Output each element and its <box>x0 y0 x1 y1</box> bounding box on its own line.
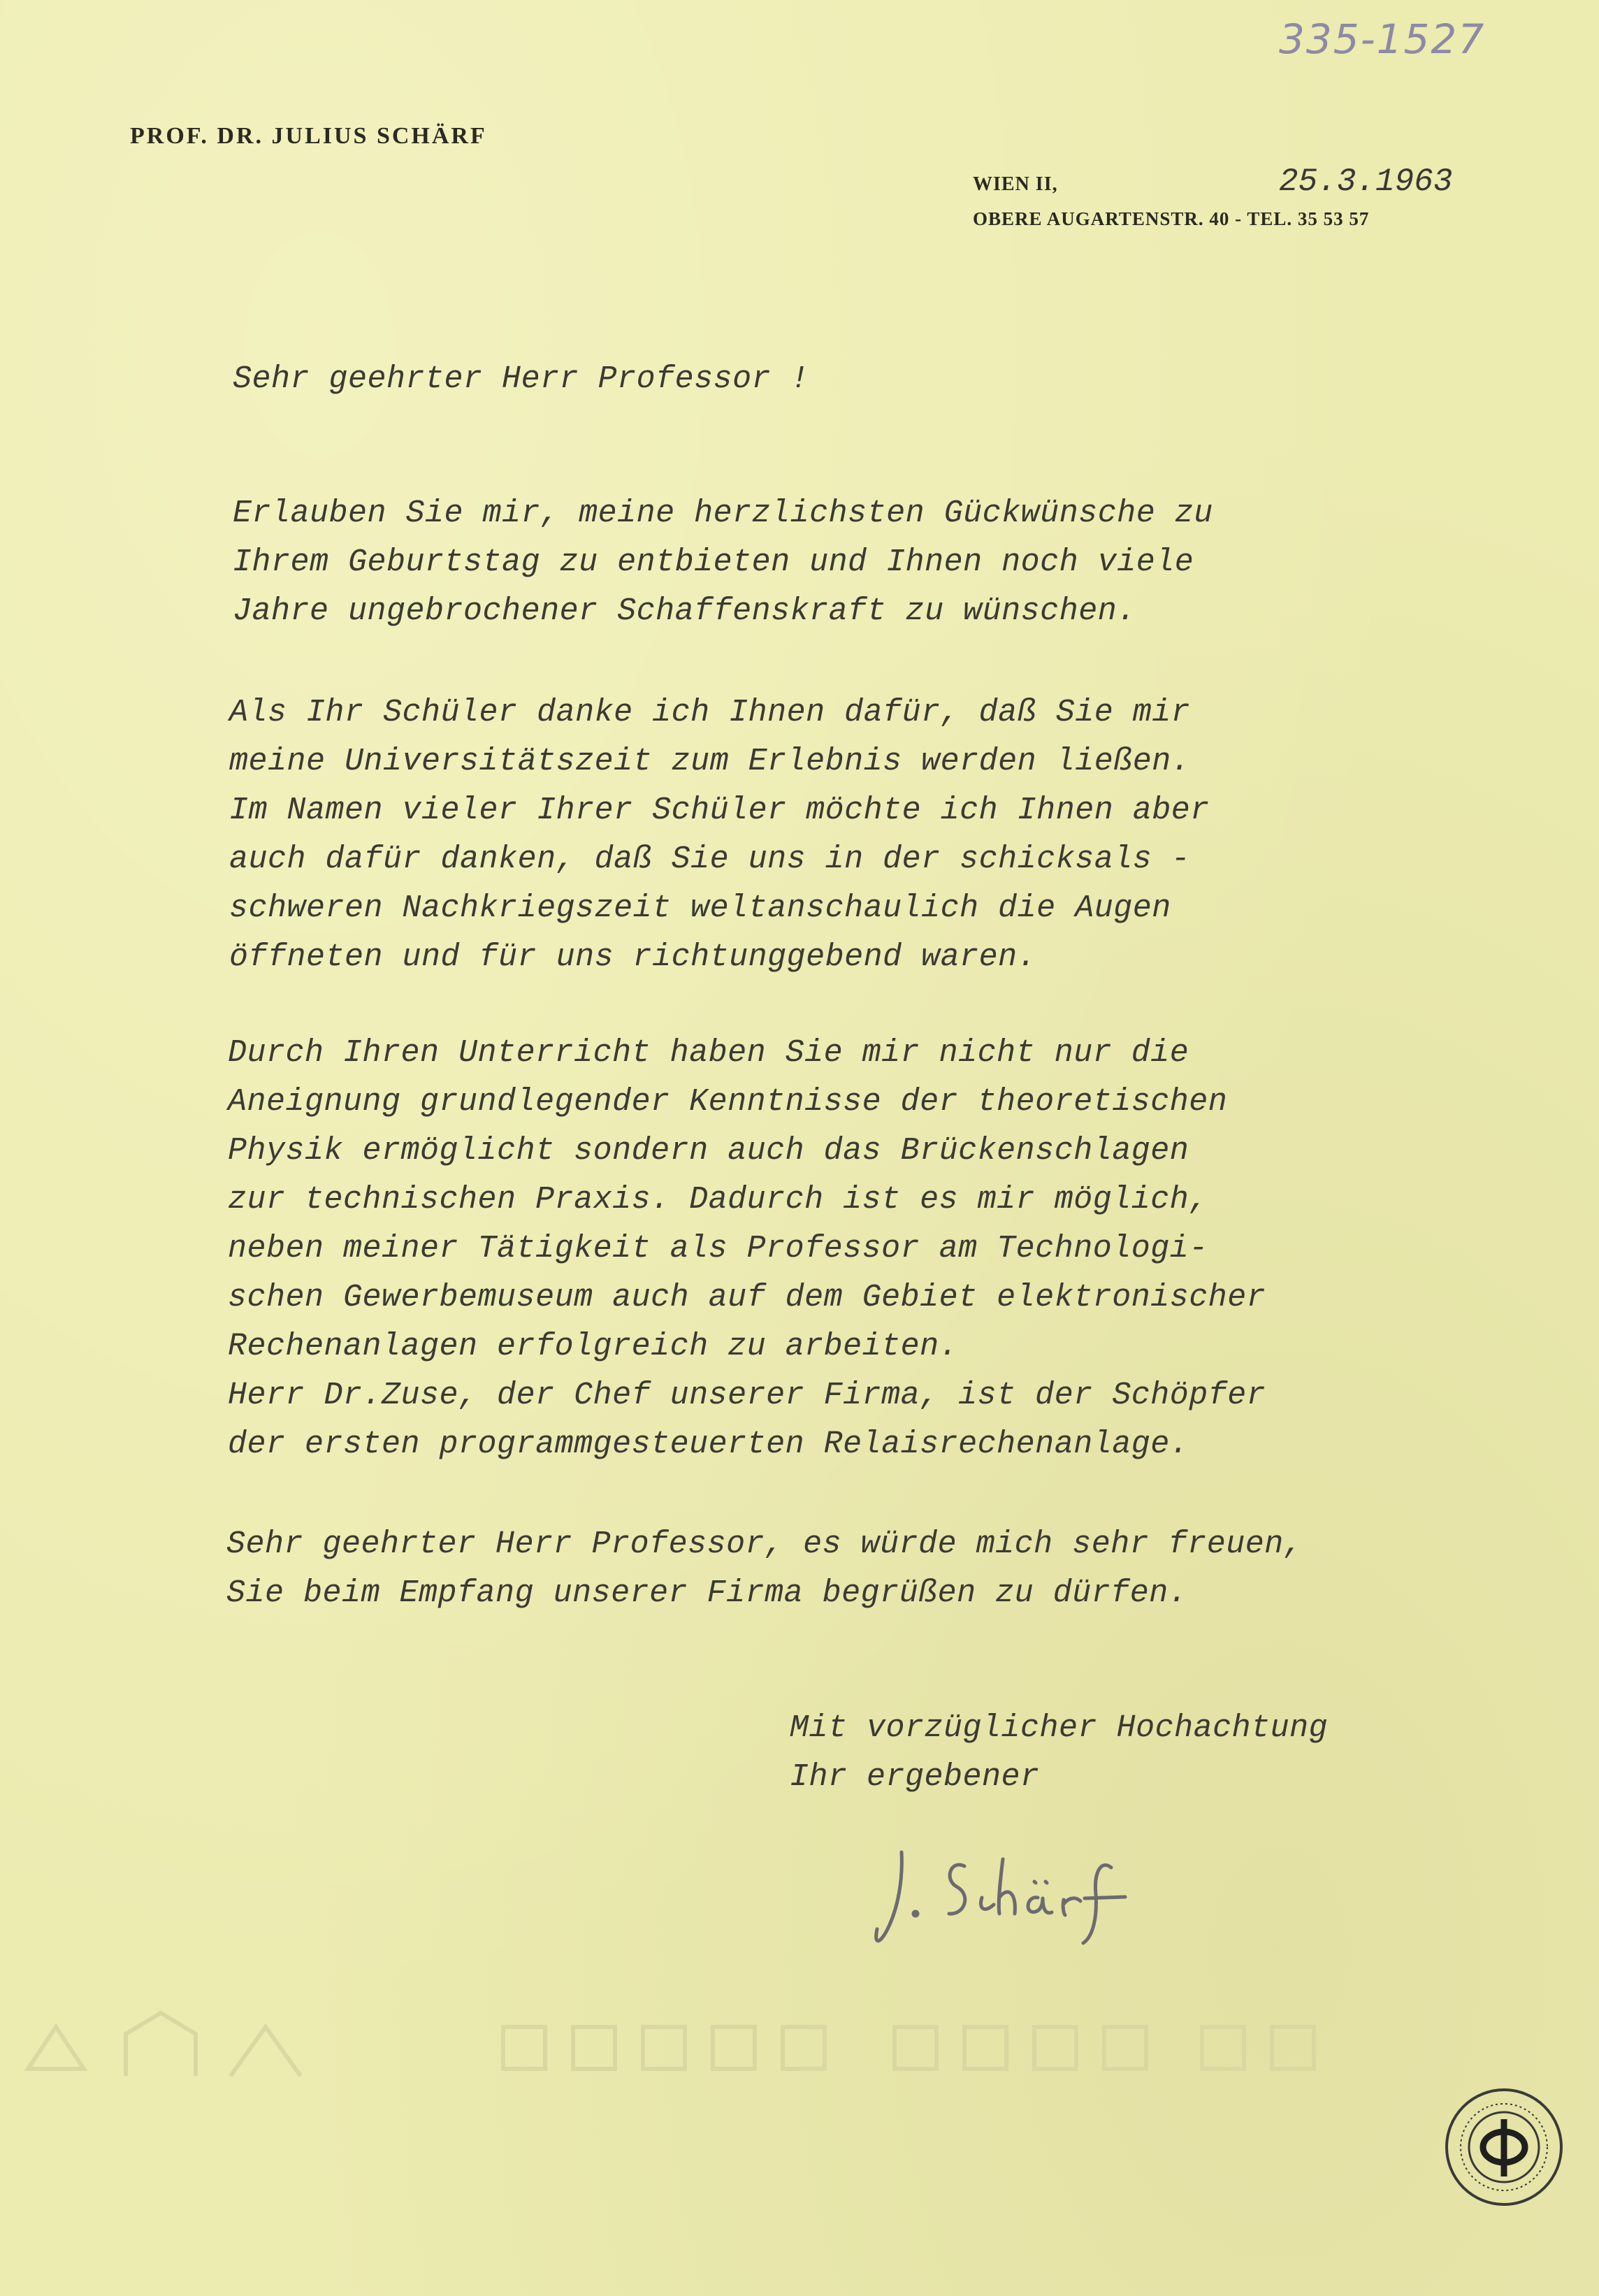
letterhead-place: WIEN II, <box>973 173 1058 195</box>
letter-date: 25.3.1963 <box>1279 164 1453 200</box>
salutation: Sehr geehrter Herr Professor ! <box>233 361 810 397</box>
paragraph-career: Durch Ihren Unterricht haben Sie mir nicht nur die Aneignung grundlegender Kenntnisse der theoretischen Physik ermöglicht sondern auch das Brückenschlagen zur technischen Praxis. Dadurch ist es mir möglich, neben meiner Tätigkeit als Professor am Technologi- schen Gewerbemuseum auch auf dem Gebiet elektronischer Rechenanlagen erfolgreich zu arbeiten. Herr Dr.Zuse, der Chef unserer Firma, ist der Schöpfer der ersten programmgesteuerten Relaisrechenanlage. <box>228 1035 1266 1462</box>
archive-number: 335-1527 <box>1279 15 1486 63</box>
letterhead-address: OBERE AUGARTENSTR. 40 - TEL. 35 53 57 <box>973 208 1370 229</box>
library-stamp <box>1441 2084 1567 2210</box>
embossed-watermark <box>0 1985 1599 2090</box>
paragraph-gratitude: Als Ihr Schüler danke ich Ihnen dafür, daß Sie mir meine Universitätszeit zum Erlebnis werden ließen. Im Namen vieler Ihrer Schüler möchte ich Ihnen aber auch dafür danken, daß Sie uns in der schicksals - schweren Nachkriegszeit weltanschaulich die Augen öffneten und für uns richtunggebend waren. <box>229 695 1210 975</box>
letterhead-sender: PROF. DR. JULIUS SCHÄRF <box>130 123 487 149</box>
closing: Mit vorzüglicher Hochachtung Ihr ergebener <box>790 1710 1329 1795</box>
paragraph-invitation: Sehr geehrter Herr Professor, es würde mich sehr freuen, Sie beim Empfang unserer Firma begrüßen zu dürfen. <box>226 1526 1303 1611</box>
paragraph-congratulations: Erlauben Sie mir, meine herzlichsten Gückwünsche zu Ihrem Geburtstag zu entbieten und Ihnen noch viele Jahre ungebrochener Schaffenskraft zu wünschen. <box>233 496 1213 629</box>
signature-image <box>860 1831 1195 1964</box>
